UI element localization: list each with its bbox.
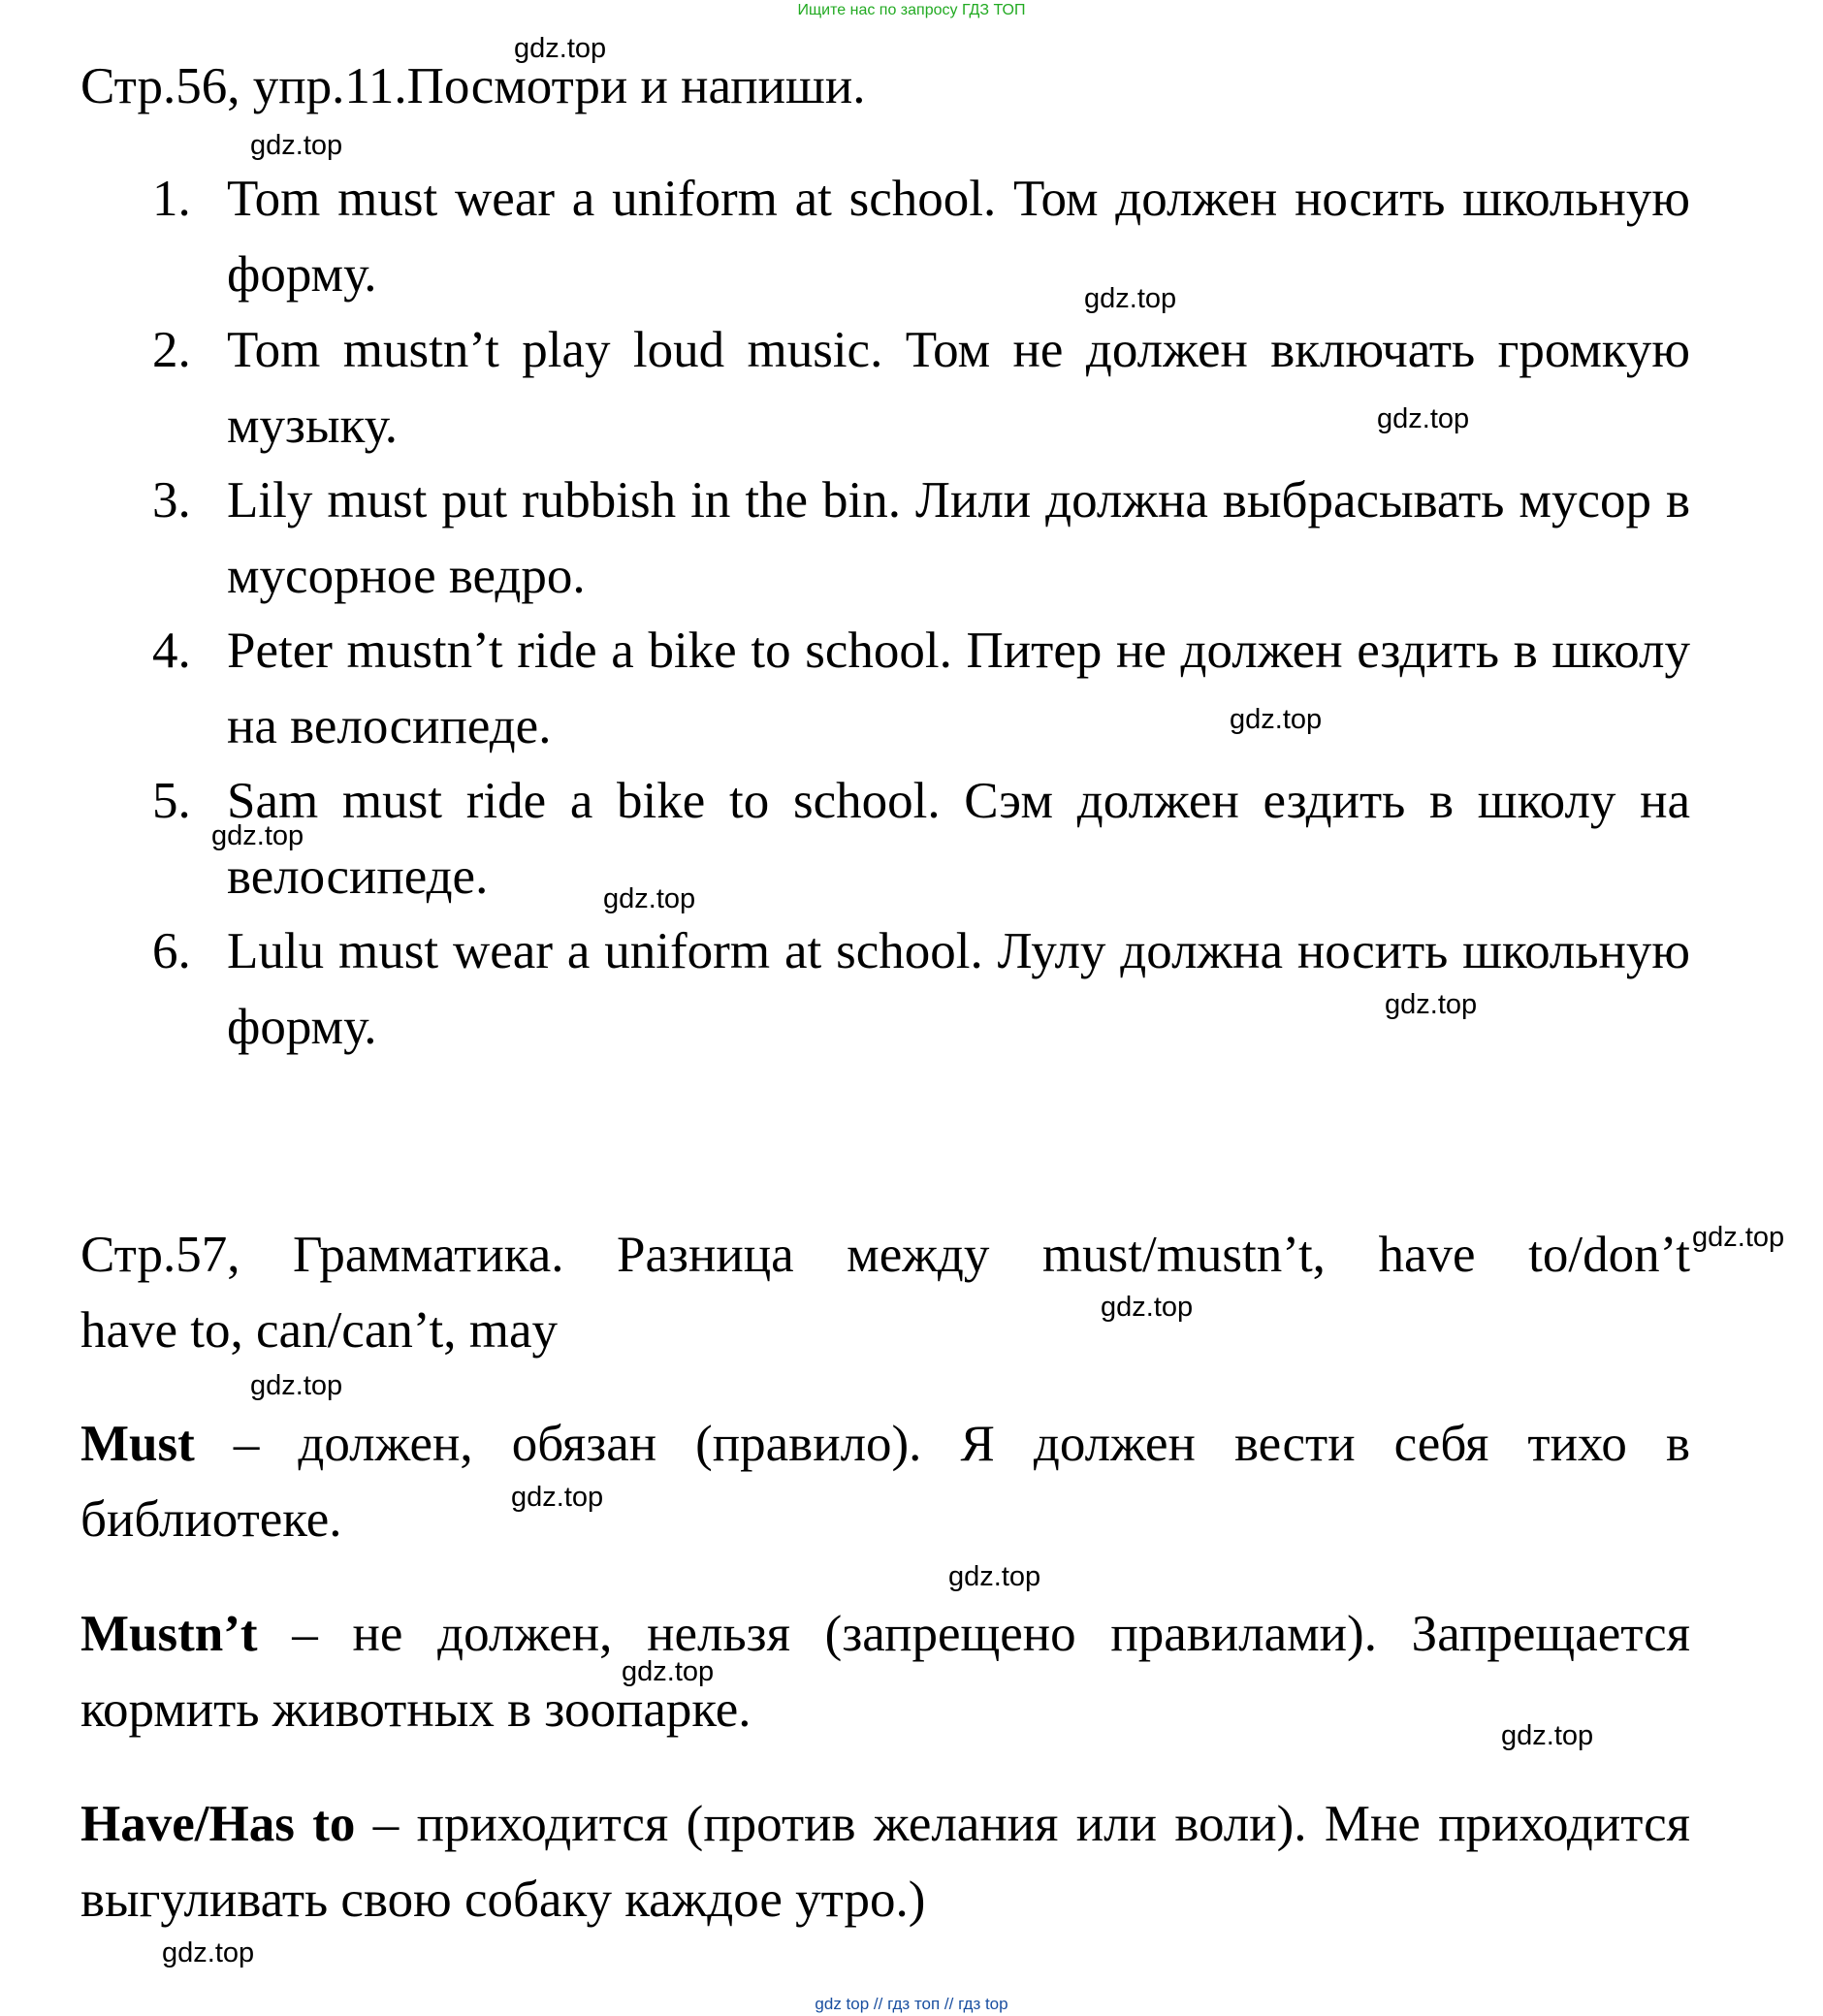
- watermark: gdz.top: [250, 130, 343, 161]
- rule-have-to: [80, 1786, 1690, 1937]
- item-text: Tom must wear a uniform at school. Том должен носить школьную форму.: [227, 171, 1690, 303]
- item-number: 1.: [152, 171, 191, 227]
- watermark: gdz.top: [1101, 1292, 1194, 1323]
- watermark: gdz.top: [1501, 1720, 1594, 1751]
- grammar-heading-line2: have to, can/can’t, may: [80, 1302, 559, 1359]
- item-text: Sam must ride a bike to school. Сэм должен ездить в школу на велосипеде.: [227, 773, 1690, 905]
- watermark: gdz.top: [1692, 1222, 1785, 1253]
- watermark: gdz.top: [622, 1656, 715, 1687]
- item-text: Lily must put rubbish in the bin. Лили должна выбрасывать мусор в мусорное ведро.: [227, 472, 1690, 604]
- rule-text: – не должен, нельзя (запрещено правилами). Запрещается кормить животных в зоопарке.: [80, 1606, 1690, 1738]
- watermark: gdz.top: [948, 1561, 1041, 1592]
- watermark: gdz.top: [250, 1370, 343, 1401]
- item-text: Tom mustn’t play loud music. Том не должен включать громкую музыку.: [227, 322, 1690, 454]
- item-number: 3.: [152, 472, 191, 528]
- rule-term: Have/Has to: [80, 1796, 356, 1852]
- list-item: [152, 463, 1690, 614]
- exercise-heading: Стр.56, упр.11.Посмотри и напиши.: [80, 58, 866, 114]
- rule-mustnt: [80, 1596, 1690, 1747]
- watermark: gdz.top: [162, 1937, 255, 1968]
- rule-text: – приходится (против желания или воли). Мне приходится выгуливать свою собаку каждое утро.): [80, 1796, 1690, 1928]
- grammar-heading-line1: Стр.57, Грамматика. Разница между must/mustn’t, have to/don’t: [80, 1227, 1690, 1283]
- item-text: Lulu must wear a uniform at school. Лулу должна носить школьную форму.: [227, 923, 1690, 1055]
- grammar-heading: [80, 1217, 1690, 1368]
- item-number: 2.: [152, 322, 191, 378]
- list-item: [152, 312, 1690, 464]
- list-item: [152, 161, 1690, 312]
- watermark: gdz.top: [603, 883, 696, 914]
- list-item: [152, 613, 1690, 764]
- watermark: gdz.top: [1084, 283, 1177, 314]
- watermark: gdz.top: [511, 1482, 604, 1513]
- list-item: [152, 763, 1690, 914]
- item-text: Peter mustn’t ride a bike to school. Питер не должен ездить в школу на велосипеде.: [227, 623, 1690, 754]
- watermark: gdz.top: [1377, 403, 1470, 434]
- rule-term: Mustn’t: [80, 1606, 258, 1662]
- top-banner[interactable]: Ищите нас по запросу ГДЗ ТОП: [797, 2, 1026, 18]
- item-number: 6.: [152, 923, 191, 979]
- watermark: gdz.top: [1230, 704, 1323, 735]
- footer-links[interactable]: gdz top // гдз топ // гдз top: [815, 1995, 1008, 2013]
- rule-text: – должен, обязан (правило). Я должен вести себя тихо в библиотеке.: [80, 1416, 1690, 1548]
- watermark: gdz.top: [514, 33, 607, 64]
- item-number: 5.: [152, 773, 191, 829]
- rule-term: Must: [80, 1416, 195, 1472]
- watermark: gdz.top: [211, 820, 304, 851]
- item-number: 4.: [152, 623, 191, 679]
- rule-must: [80, 1406, 1690, 1557]
- watermark: gdz.top: [1385, 989, 1478, 1020]
